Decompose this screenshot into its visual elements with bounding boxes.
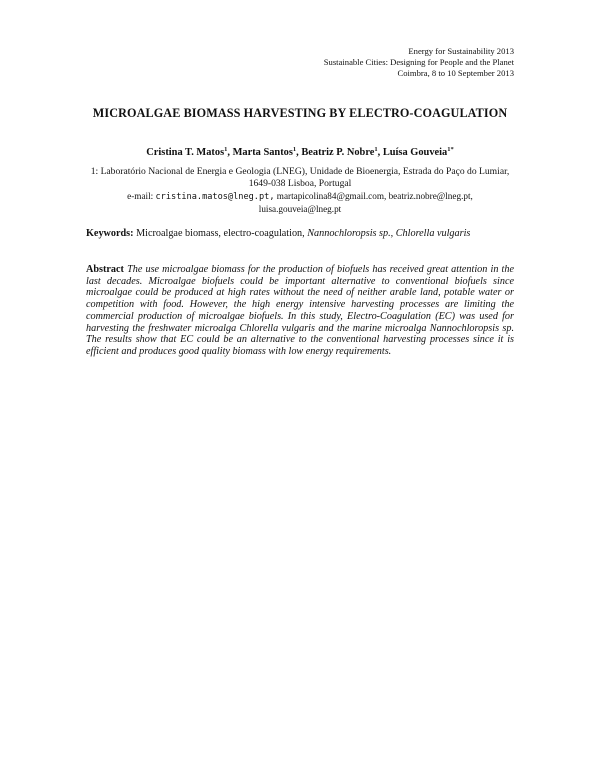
conference-theme: Sustainable Cities: Designing for People and the Planet	[323, 57, 514, 67]
author-affiliation-mark: 1	[292, 146, 297, 153]
affiliation: 1: Laboratório Nacional de Energia e Geologia (LNEG), Unidade de Bioenergia, Estrada do Paço do Lumiar, 1649-038 Lisboa, Portugal	[90, 166, 510, 189]
email-block	[86, 191, 514, 216]
keywords	[86, 228, 514, 241]
author-name: Marta Santos	[232, 147, 293, 158]
paper-title: MICROALGAE BIOMASS HARVESTING BY ELECTRO-COAGULATION	[92, 106, 508, 120]
abstract	[86, 264, 514, 358]
author-list: Cristina T. Matos$^1$, Marta Santos$^1$, Beatriz P. Nobre$^1$, Luísa Gouveia$^{1*}$	[146, 146, 454, 158]
conference-location-date: Coimbra, 8 to 10 September 2013	[397, 68, 514, 78]
keyword-species: Chlorella vulgaris	[395, 228, 471, 239]
author-affiliation-mark: 1	[374, 146, 378, 153]
email-address[interactable]: cristina.matos@lneg.pt,	[155, 192, 275, 202]
journal-name: Energy for Sustainability 2013	[408, 46, 514, 56]
abstract-text: The use microalgae biomass for the production of biofuels has received great attention in the last decades. Microalgae biofuels could be important alternative to conventional biofuels since microalgae could be produced at high rates without the need of neither arable land, potable water or competition with food. However, the high energy intensive harvesting processes are limiting the commercial production of microalgae biofuels. In this study, Electro-Coagulation (EC) was used for harvesting the freshwater microalga Chlorella vulgaris and the marine microalga Nannochloropsis sp. The results show that EC could be an alternative to the conventional harvesting processes since it is efficient and produces good quality biomass with low energy requirements.	[86, 264, 515, 357]
email-address[interactable]: martapicolina84@gmail.com, beatriz.nobre@lneg.pt,	[276, 191, 473, 201]
author-affiliation-mark: 1*	[447, 146, 454, 153]
author-affiliation-mark: 1	[224, 146, 228, 153]
author-name: Beatriz P. Nobre	[301, 147, 375, 158]
author-name: Luísa Gouveia	[382, 147, 448, 158]
keywords-label: Keywords:	[86, 228, 134, 239]
keyword-species: Nannochloropsis sp.,	[307, 228, 394, 239]
keywords-text: Microalgae biomass, electro-coagulation,	[136, 228, 305, 239]
author-name: Cristina T. Matos	[146, 147, 225, 158]
email-address[interactable]: luisa.gouveia@lneg.pt	[258, 203, 342, 214]
email-label: e-mail:	[127, 191, 154, 201]
abstract-label: Abstract	[86, 264, 124, 275]
